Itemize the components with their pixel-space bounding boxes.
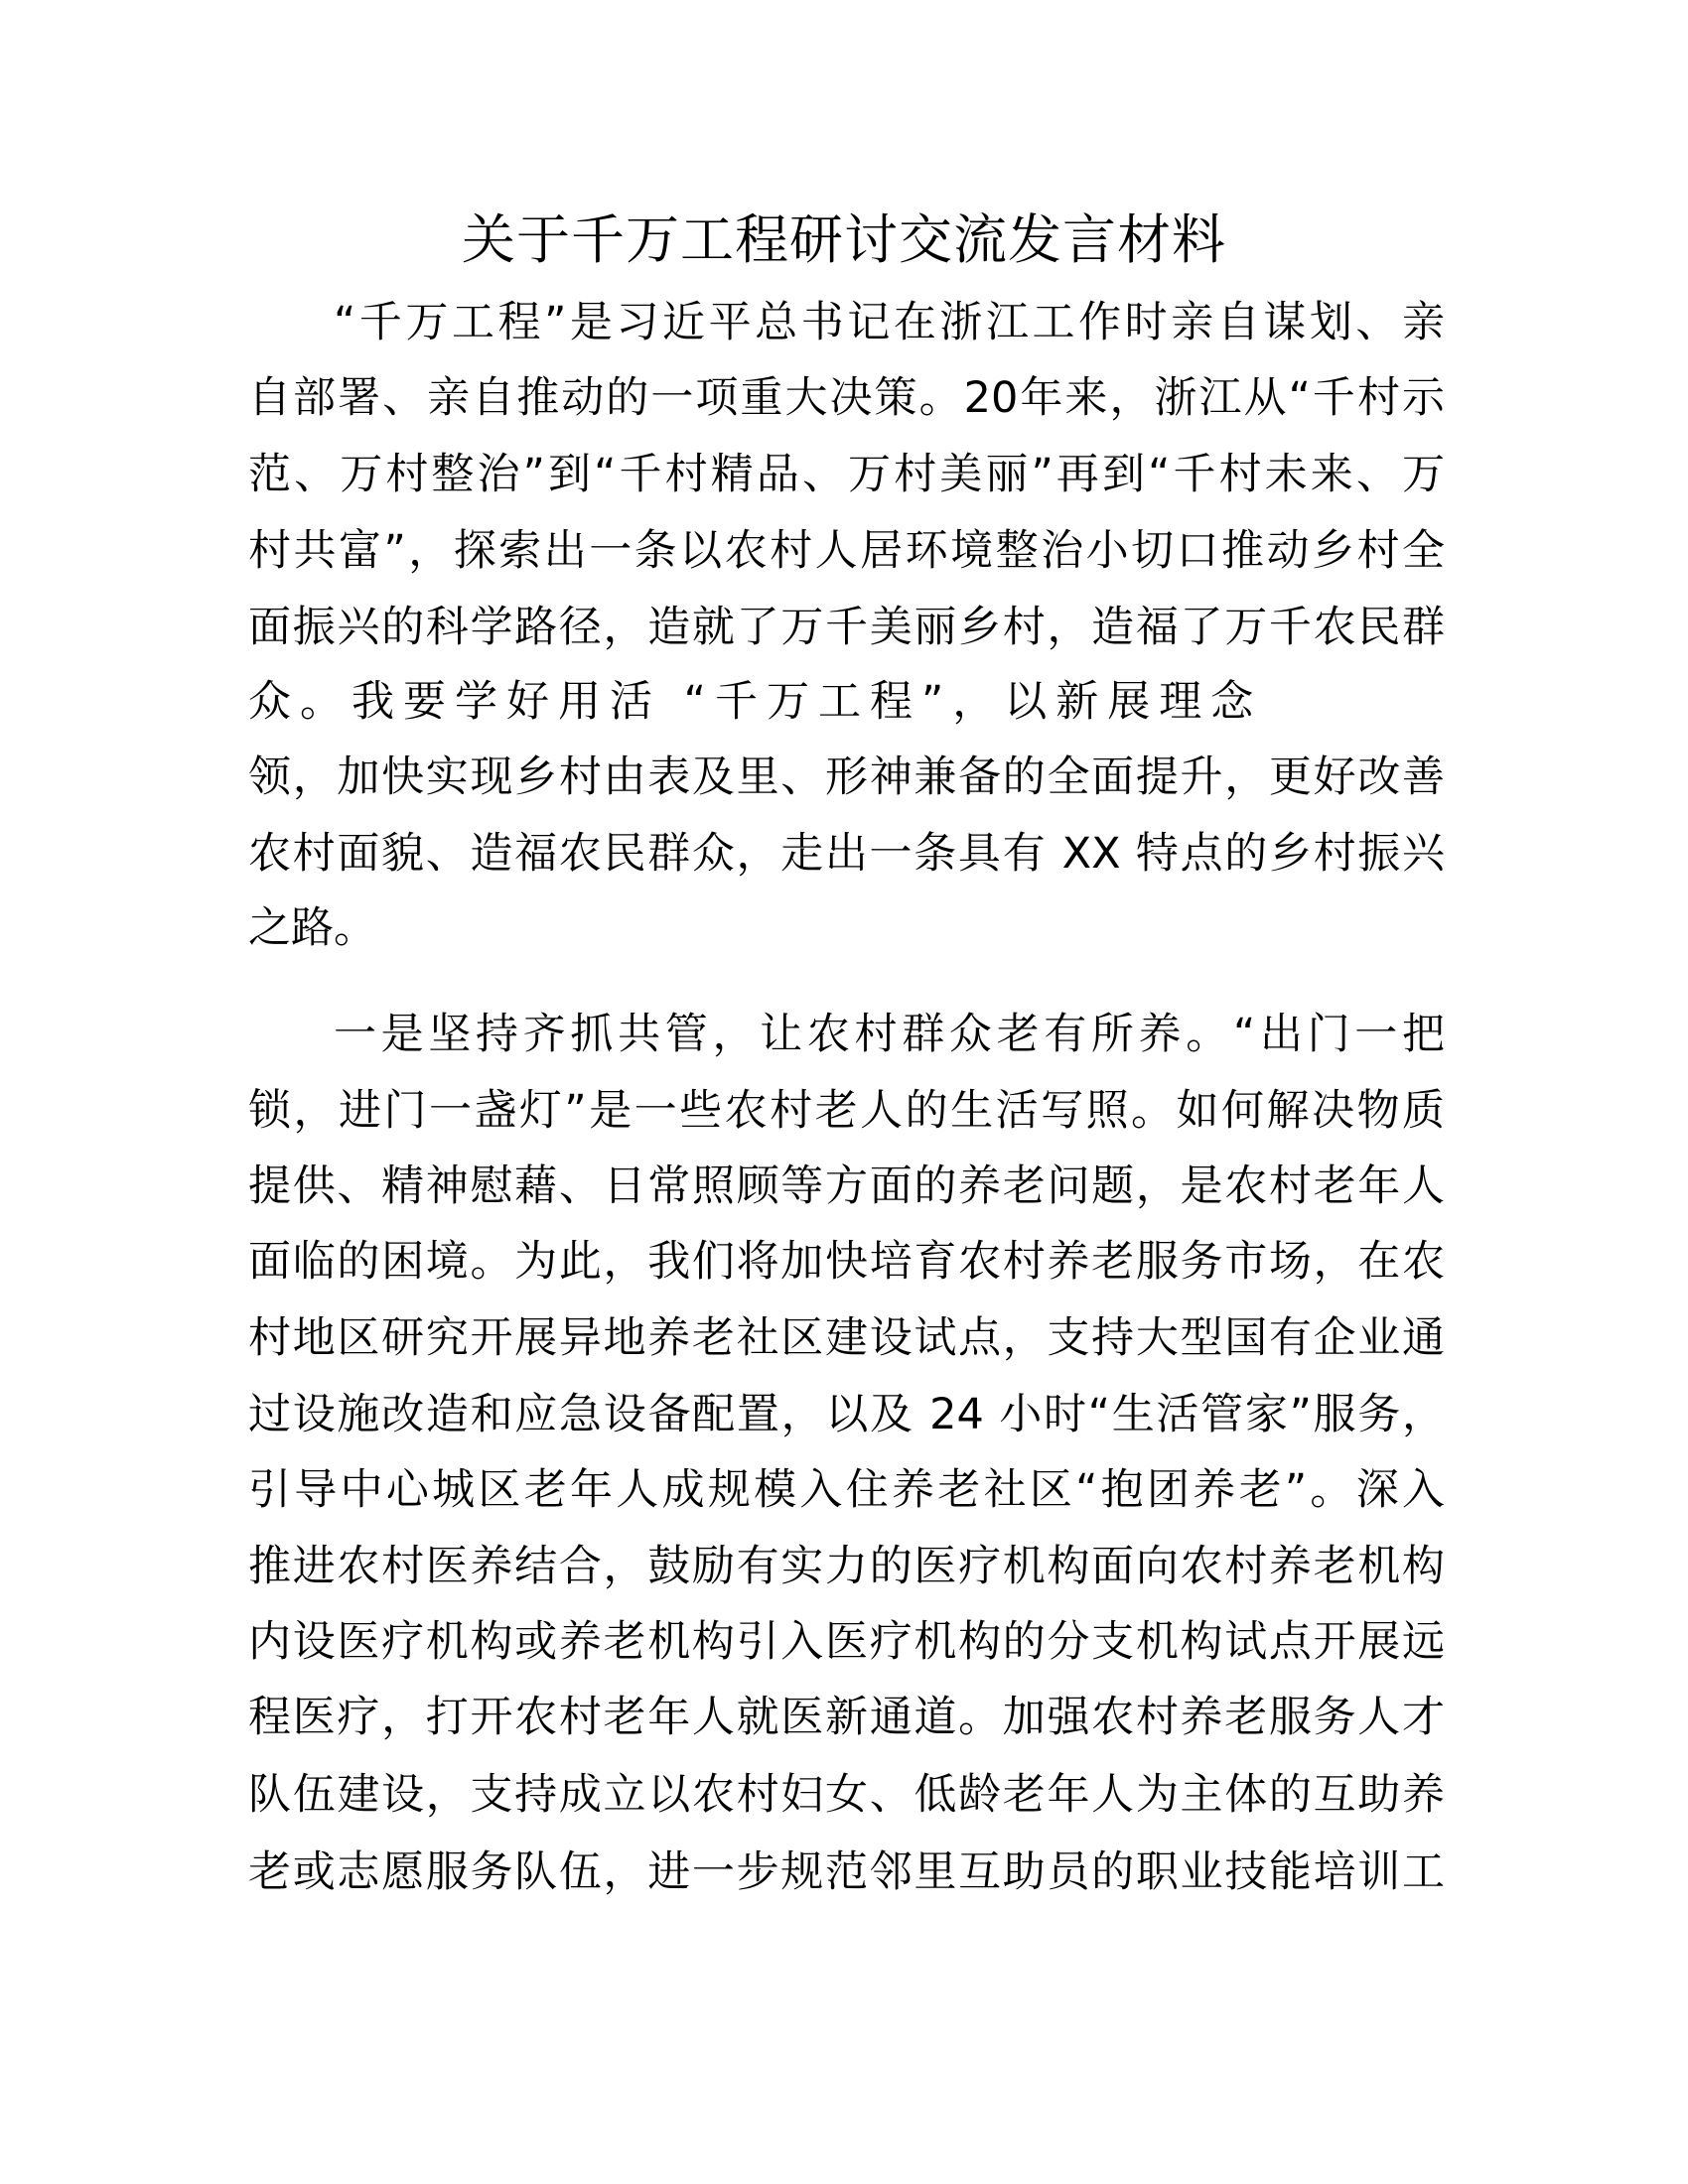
paragraph-2-line-6: 过设施改造和应急设备配置，以及 24 小时“生活管家”服务， — [248, 1390, 1445, 1439]
paragraph-1-line-4: 村共富”，探索出一条以农村人居环境整治小切口推动乡村全 — [248, 526, 1445, 576]
paragraph-1-line-9: 之路。 — [248, 903, 376, 953]
paragraph-2-line-10: 程医疗，打开农村老年人就医新通道。加强农村养老服务人才 — [248, 1693, 1445, 1742]
paragraph-2-line-2: 锁，进门一盏灯”是一些农村老人的生活写照。如何解决物质 — [248, 1086, 1445, 1136]
paragraph-2-line-12: 老或志愿服务队伍，进一步规范邻里互助员的职业技能培训工 — [248, 1847, 1445, 1897]
paragraph-2-line-4: 面临的困境。为此，我们将加快培育农村养老服务市场，在农 — [248, 1237, 1445, 1287]
paragraph-1-line-7: 领，加快实现乡村由表及里、形神兼备的全面提升，更好改善 — [248, 752, 1445, 802]
paragraph-1-line-2: 自部署、亲自推动的一项重大决策。20年来，浙江从“千村示 — [248, 373, 1445, 423]
paragraph-2-line-1: 一是坚持齐抓共管，让农村群众老有所养。“出门一把 — [334, 1010, 1445, 1059]
paragraph-1-line-6: 众。我要学好用活 “千万工程”，以新展理念 — [248, 677, 1263, 727]
paragraph-2-line-3: 提供、精神慰藉、日常照顾等方面的养老问题，是农村老年人 — [248, 1161, 1445, 1211]
paragraph-1-line-5: 面振兴的科学路径，造就了万千美丽乡村，造福了万千农民群 — [248, 603, 1445, 652]
paragraph-1-line-8: 农村面貌、造福农民群众，走出一条具有 XX 特点的乡村振兴 — [248, 829, 1445, 879]
paragraph-2-line-8: 推进农村医养结合，鼓励有实力的医疗机构面向农村养老机构 — [248, 1542, 1445, 1591]
document-title: 关于千万工程研讨交流发言材料 — [462, 208, 1226, 271]
paragraph-2-line-9: 内设医疗机构或养老机构引入医疗机构的分支机构试点开展远 — [248, 1617, 1445, 1667]
paragraph-2-line-11: 队伍建设，支持成立以农村妇女、低龄老年人为主体的互助养 — [248, 1770, 1445, 1820]
paragraph-2-line-5: 村地区研究开展异地养老社区建设试点，支持大型国有企业通 — [248, 1313, 1445, 1363]
paragraph-1-line-1: “千万工程”是习近平总书记在浙江工作时亲自谋划、亲 — [334, 298, 1445, 347]
paragraph-2-line-7: 引导中心城区老年人成规模入住养老社区“抱团养老”。深入 — [248, 1465, 1445, 1515]
paragraph-1-line-3: 范、万村整治”到“千村精品、万村美丽”再到“千村未来、万 — [248, 450, 1445, 499]
